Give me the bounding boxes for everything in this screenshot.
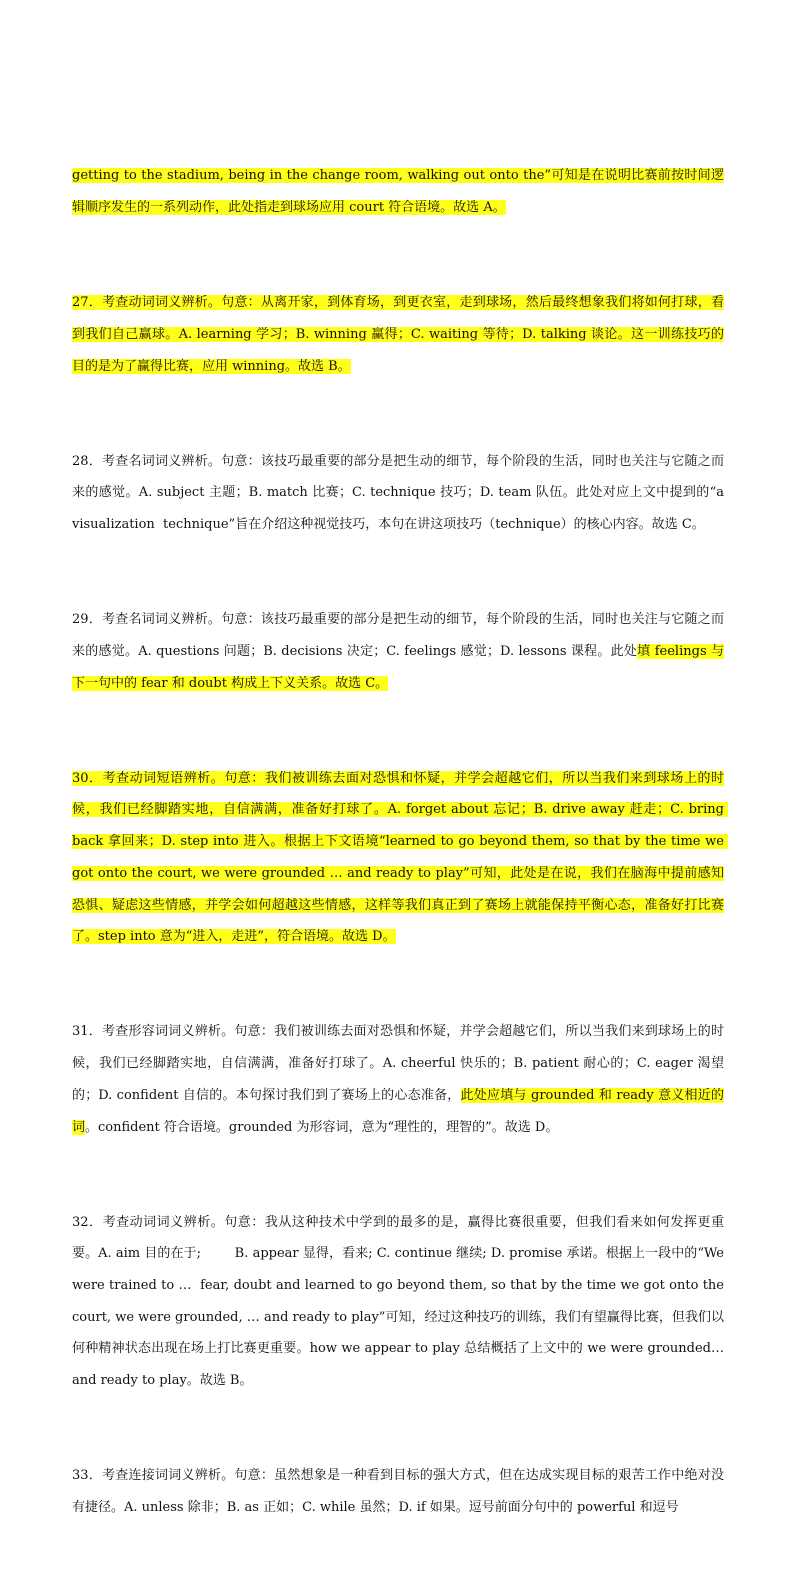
paragraph-30 xyxy=(72,763,729,953)
highlighted-text: 此处应填与 grounded 和 ready 意义相近的词 xyxy=(72,1087,724,1135)
plain-text: 31．考查形容词词义辨析。句意：我们被训练去面对恐惧和怀疑，并学会超越它们，所以当我们来到球场上的时候，我们已经脚踏实地，自信满满，准备好打球了。A. cheerful 快乐的；B. patient 耐心的；C. eager 渴望的；D. confident 自信的。本句探讨我们到了赛场上的心态准备， xyxy=(72,1024,724,1103)
paragraph-28 xyxy=(72,446,729,541)
highlighted-text: 填 feelings 与下一句中的 fear 和 doubt 构成上下义关系。故选 C。 xyxy=(72,643,724,691)
paragraph-29 xyxy=(72,604,724,699)
answer-explanations xyxy=(72,97,729,1587)
highlighted-text: 27．考查动词词义辨析。句意：从离开家，到体育场，到更衣室，走到球场，然后最终想象我们将如何打球，看到我们自己赢球。A. learning 学习；B. winning 赢得；C. waiting 等待；D. talking 谈论。这一训练技巧的目的是为了赢得比赛，应用 winning。故选 B。 xyxy=(72,295,724,374)
paragraph-27 xyxy=(72,287,724,382)
paragraph-33 xyxy=(72,1460,724,1523)
plain-text: 。confident 符合语境。grounded 为形容词，意为“理性的，理智的”。故选 D。 xyxy=(85,1119,559,1135)
paragraph-31 xyxy=(72,1016,724,1143)
plain-text: 32．考查动词词义辨析。句意：我从这种技术中学到的最多的是，赢得比赛很重要，但我们看来如何发挥更重要。A. aim 目的在于; B. appear 显得，看来; C. continue 继续; D. promise 承诺。根据上一段中的“We were trained to … fear, doubt and learned to go beyond them, so that by the time we got onto the court, we were grounded, … and ready to play”可知，经过这种技巧的训练，我们有望赢得比赛，但我们以何种精神状态出现在场上打比赛更重要。how we appear to play 总结概括了上文中的 we were grounded…and ready to play。故选 B。 xyxy=(72,1214,729,1389)
paragraph-32 xyxy=(72,1207,729,1397)
plain-text: 29．考查名词词义辨析。句意：该技巧最重要的部分是把生动的细节，每个阶段的生活，同时也关注与它随之而来的感觉。A. questions 问题；B. decisions 决定；C. feelings 感觉；D. lessons 课程。此处 xyxy=(72,612,724,659)
paragraph-26-tail xyxy=(72,160,724,223)
highlighted-text: 30．考查动词短语辨析。句意：我们被训练去面对恐惧和怀疑，并学会超越它们，所以当我们来到球场上的时候，我们已经脚踏实地，自信满满，准备好打球了。A. forget about 忘记；B. drive away 赶走；C. bring back 拿回来；D. step into 进入。根据上下文语境“learned to go beyond them, so that by the time we got onto the court, we were grounded … and ready to play”可知，此处是在说，我们在脑海中提前感知恐惧、疑虑这些情感，并学会如何超越这些情感，这样等我们真正到了赛场上就能保持平衡心态，准备好打比赛了。step into 意为“进入，走进”，符合语境。故选 D。 xyxy=(72,770,729,945)
plain-text: 33．考查连接词词义辨析。句意：虽然想象是一种看到目标的强大方式，但在达成实现目标的艰苦工作中绝对没有捷径。A. unless 除非；B. as 正如；C. while 虽然；D. if 如果。逗号前面分句中的 powerful 和逗号 xyxy=(72,1468,724,1515)
highlighted-text: getting to the stadium, being in the change room, walking out onto the”可知是在说明比赛前按时间逻辑顺序发生的一系列动作，此处指走到球场应用 court 符合语境。故选 A。 xyxy=(72,168,724,216)
plain-text: 28．考查名词词义辨析。句意：该技巧最重要的部分是把生动的细节，每个阶段的生活，同时也关注与它随之而来的感觉。A. subject 主题；B. match 比赛；C. technique 技巧；D. team 队伍。此处对应上文中提到的“a visualization technique”旨在介绍这种视觉技巧，本句在讲这项技巧（technique）的核心内容。故选 C。 xyxy=(72,453,729,533)
